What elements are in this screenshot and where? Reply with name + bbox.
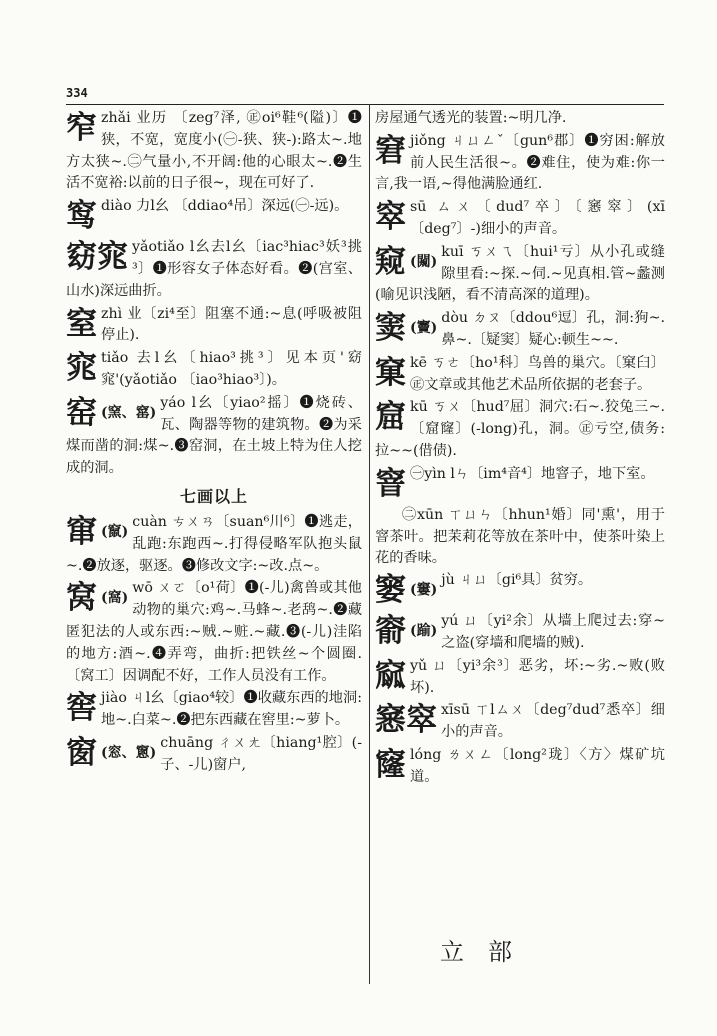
entry-definition: xīsū ㄒlㄙㄨ〔deg⁷dud⁷悉卒〕细小的声音。: [441, 702, 665, 741]
entry-definition: yú ㄩ〔yi²余〕从墙上爬过去:穿~之盗(穿墙和爬墙的贼).: [441, 613, 665, 651]
headword: 窿: [375, 746, 406, 783]
headword: 窗: [66, 734, 97, 771]
dictionary-entry: [66, 512, 362, 577]
dictionary-entry: [66, 688, 362, 732]
left-entries: [66, 108, 362, 480]
dictionary-entry: [375, 308, 665, 352]
right-entries-2: [375, 570, 665, 788]
entry-definition: ㊀yìn lㄣ〔im⁴音⁴〕地窨子，地下室。: [410, 465, 655, 482]
headword: 窜: [66, 513, 97, 550]
headword: 窣: [375, 199, 406, 236]
section-heading: 七画以上: [179, 486, 248, 506]
continued-text: 房屋通气透光的装置:~明几净.: [375, 110, 567, 126]
dictionary-entry: [375, 397, 665, 462]
headword-variant: (窩): [101, 590, 129, 607]
headword: 窄: [66, 110, 97, 146]
entry-definition: diào 力l幺 〔ddiao⁴吊〕深远(㊀-远)。: [101, 198, 349, 215]
page-number: 334: [66, 86, 88, 100]
headword: 窬: [375, 613, 406, 650]
dictionary-entry: [66, 304, 362, 348]
dictionary-entry: [375, 700, 665, 744]
entry-definition: kē ㄎㄜ〔ho¹科〕鸟兽的巢穴。〔窠臼〕㊣文章或其他艺术品所依据的老套子。: [410, 354, 665, 393]
header-rule: [66, 104, 664, 105]
headword: 窨: [375, 465, 406, 502]
dictionary-entry: [66, 733, 362, 777]
headword: 窥: [375, 243, 406, 280]
dictionary-entry: [375, 570, 665, 610]
headword: 窑: [66, 394, 97, 431]
left-column: [66, 108, 362, 978]
entry-definition: tiǎo 去l幺〔hiao³挑³〕见本页'窈窕'(yǎotiǎo 〔iao³hiao³〕)。: [101, 350, 362, 388]
dictionary-entry: [66, 237, 362, 302]
continued-paragraph: ㊁xūn ㄒㄩㄣ〔hhun¹婚〕同'熏'，用于窨茶叶。把茉莉花等放在茶叶中，使茶叶染上花的香味。: [375, 506, 665, 567]
entry-definition: kuī ㄎㄨㄟ〔hui¹亏〕从小孔或缝隙里看:~探.~伺.~见真相.管~蠡测(喻见识浅陋，看不清高深的道理)。: [375, 243, 665, 304]
entry-definition: yáo l幺〔yiao²摇〕❶烧砖、瓦、陶器等物的建筑物。❷为采煤而凿的洞:煤~.❸窑洞，在土坡上特为住人挖成的洞。: [66, 394, 362, 477]
right-entries: [375, 131, 665, 504]
headword: 窒: [66, 305, 97, 342]
headword-variant: (闚): [410, 253, 438, 270]
entry-definition: jù ㄐㄩ〔gi⁶具〕贫穷。: [441, 572, 593, 589]
entry-definition: chuāng ㄔㄨㄤ〔hiang¹腔〕(-子、-儿)窗户,: [160, 734, 362, 773]
dictionary-entry: [66, 196, 362, 236]
headword-variant: (窓、窻): [101, 744, 157, 761]
entry-definition: sū ㄙㄨ〔dud⁷卒〕〔窸窣〕(xī〔deg⁷〕-)细小的声音。: [410, 199, 665, 237]
headword: 窭: [375, 572, 406, 609]
headword: 窖: [66, 690, 97, 727]
entry-definition: jiào ㄐl幺〔giao⁴较〕❶收藏东西的地洞:地~.白菜~.❷把东西藏在窖里:~萝卜。: [101, 690, 362, 729]
entry-definition: cuàn ㄘㄨㄢ〔suan⁶川⁶〕❶逃走，乱跑:东跑西~.打得侵略军队抱头鼠~.❷放逐，驱逐。❸修改文字:~改.点~。: [66, 513, 362, 574]
dictionary-entry: [375, 611, 665, 655]
headword: 窈窕: [66, 239, 128, 276]
dictionary-entry: [66, 108, 362, 195]
entry-definition: dòu ㄉㄡ〔ddou⁶逗〕孔，洞:狗~.鼻~.〔疑窦〕疑心:顿生~~.: [441, 310, 665, 348]
headword: 窘: [375, 132, 406, 169]
headword-variant: (踰): [410, 623, 438, 640]
entry-definition: wō ㄨㄛ〔o¹荷〕❶(-儿)禽兽或其他动物的巢穴:鸡~.马蜂~.老鸹~.❷藏匿犯法的人或东西:~贼.~赃.~藏.❸(-儿)洼陷的地方:酒~.❹弄弯，曲折:把铁丝~个圆圈.〔窝工〕因调配不好，工作人员没有工作。: [66, 580, 362, 684]
headword: 窕: [66, 350, 97, 387]
headword-variant: (竄): [101, 523, 129, 540]
headword: 窟: [375, 399, 406, 436]
dictionary-entry: [375, 656, 665, 700]
dictionary-entry: [375, 131, 665, 196]
headword: 窠: [375, 354, 406, 391]
right-column: [375, 108, 665, 978]
dictionary-entry: [375, 745, 665, 789]
dictionary-entry: [66, 393, 362, 480]
headword: 窎: [66, 198, 97, 235]
column-divider: [369, 104, 370, 984]
entry-definition: jiǒng ㄐㄩㄥˇ〔gun⁶郡〕❶穷困:解放前人民生活很~。❷难住，使为难:你一言,我一语,~得他满脸通红.: [375, 132, 665, 193]
dictionary-entry: [66, 578, 362, 687]
dictionary-entry: [375, 353, 665, 397]
headword-variant: (竇): [410, 320, 438, 337]
headword: 窝: [66, 580, 97, 617]
dictionary-entry: [66, 348, 362, 392]
headword: 窳: [375, 657, 406, 694]
entry-definition: yǔ ㄩ〔yi³余³〕恶劣，坏:~劣.~败(败坏).: [410, 657, 665, 696]
dictionary-entry: [375, 197, 665, 241]
dictionary-entry: [375, 464, 665, 504]
headword: 窦: [375, 310, 406, 347]
entry-definition: zhǎi 业历 〔zeg⁷泽, ㊣oi⁶鞋⁶(隘)〕❶狭，不宽，宽度小(㊀-狭、狭-):路太~.地方太狭~.㊁气量小,不开阔:他的心眼太~.❷生活不宽裕:以前的日子很~，现在可好了.: [66, 110, 362, 192]
left-entries-2: [66, 512, 362, 777]
headword-variant: (窶): [410, 582, 438, 599]
radical-heading: 立部: [440, 938, 536, 966]
dictionary-entry: [375, 242, 665, 307]
headword-variant: (窯、窰): [101, 404, 157, 421]
entry-definition: kū ㄎㄨ〔hud⁷屈〕洞穴:石~.狡兔三~.〔窟窿〕(-long)孔，洞。㊣亏空,债务:拉~~(借债).: [375, 399, 665, 459]
entry-definition: zhì 业〔zi⁴至〕阻塞不通:~息(呼吸被阻停止).: [101, 305, 362, 344]
entry-definition: yǎotiǎo l幺去l幺〔iac³hiac³妖³挑³〕❶形容女子体态好看。❷(宫室、山水)深远曲折。: [66, 239, 362, 299]
headword: 窸窣: [375, 702, 437, 739]
entry-definition: lóng ㄌㄨㄥ〔long²珑〕〈方〉煤矿坑道。: [410, 746, 665, 785]
